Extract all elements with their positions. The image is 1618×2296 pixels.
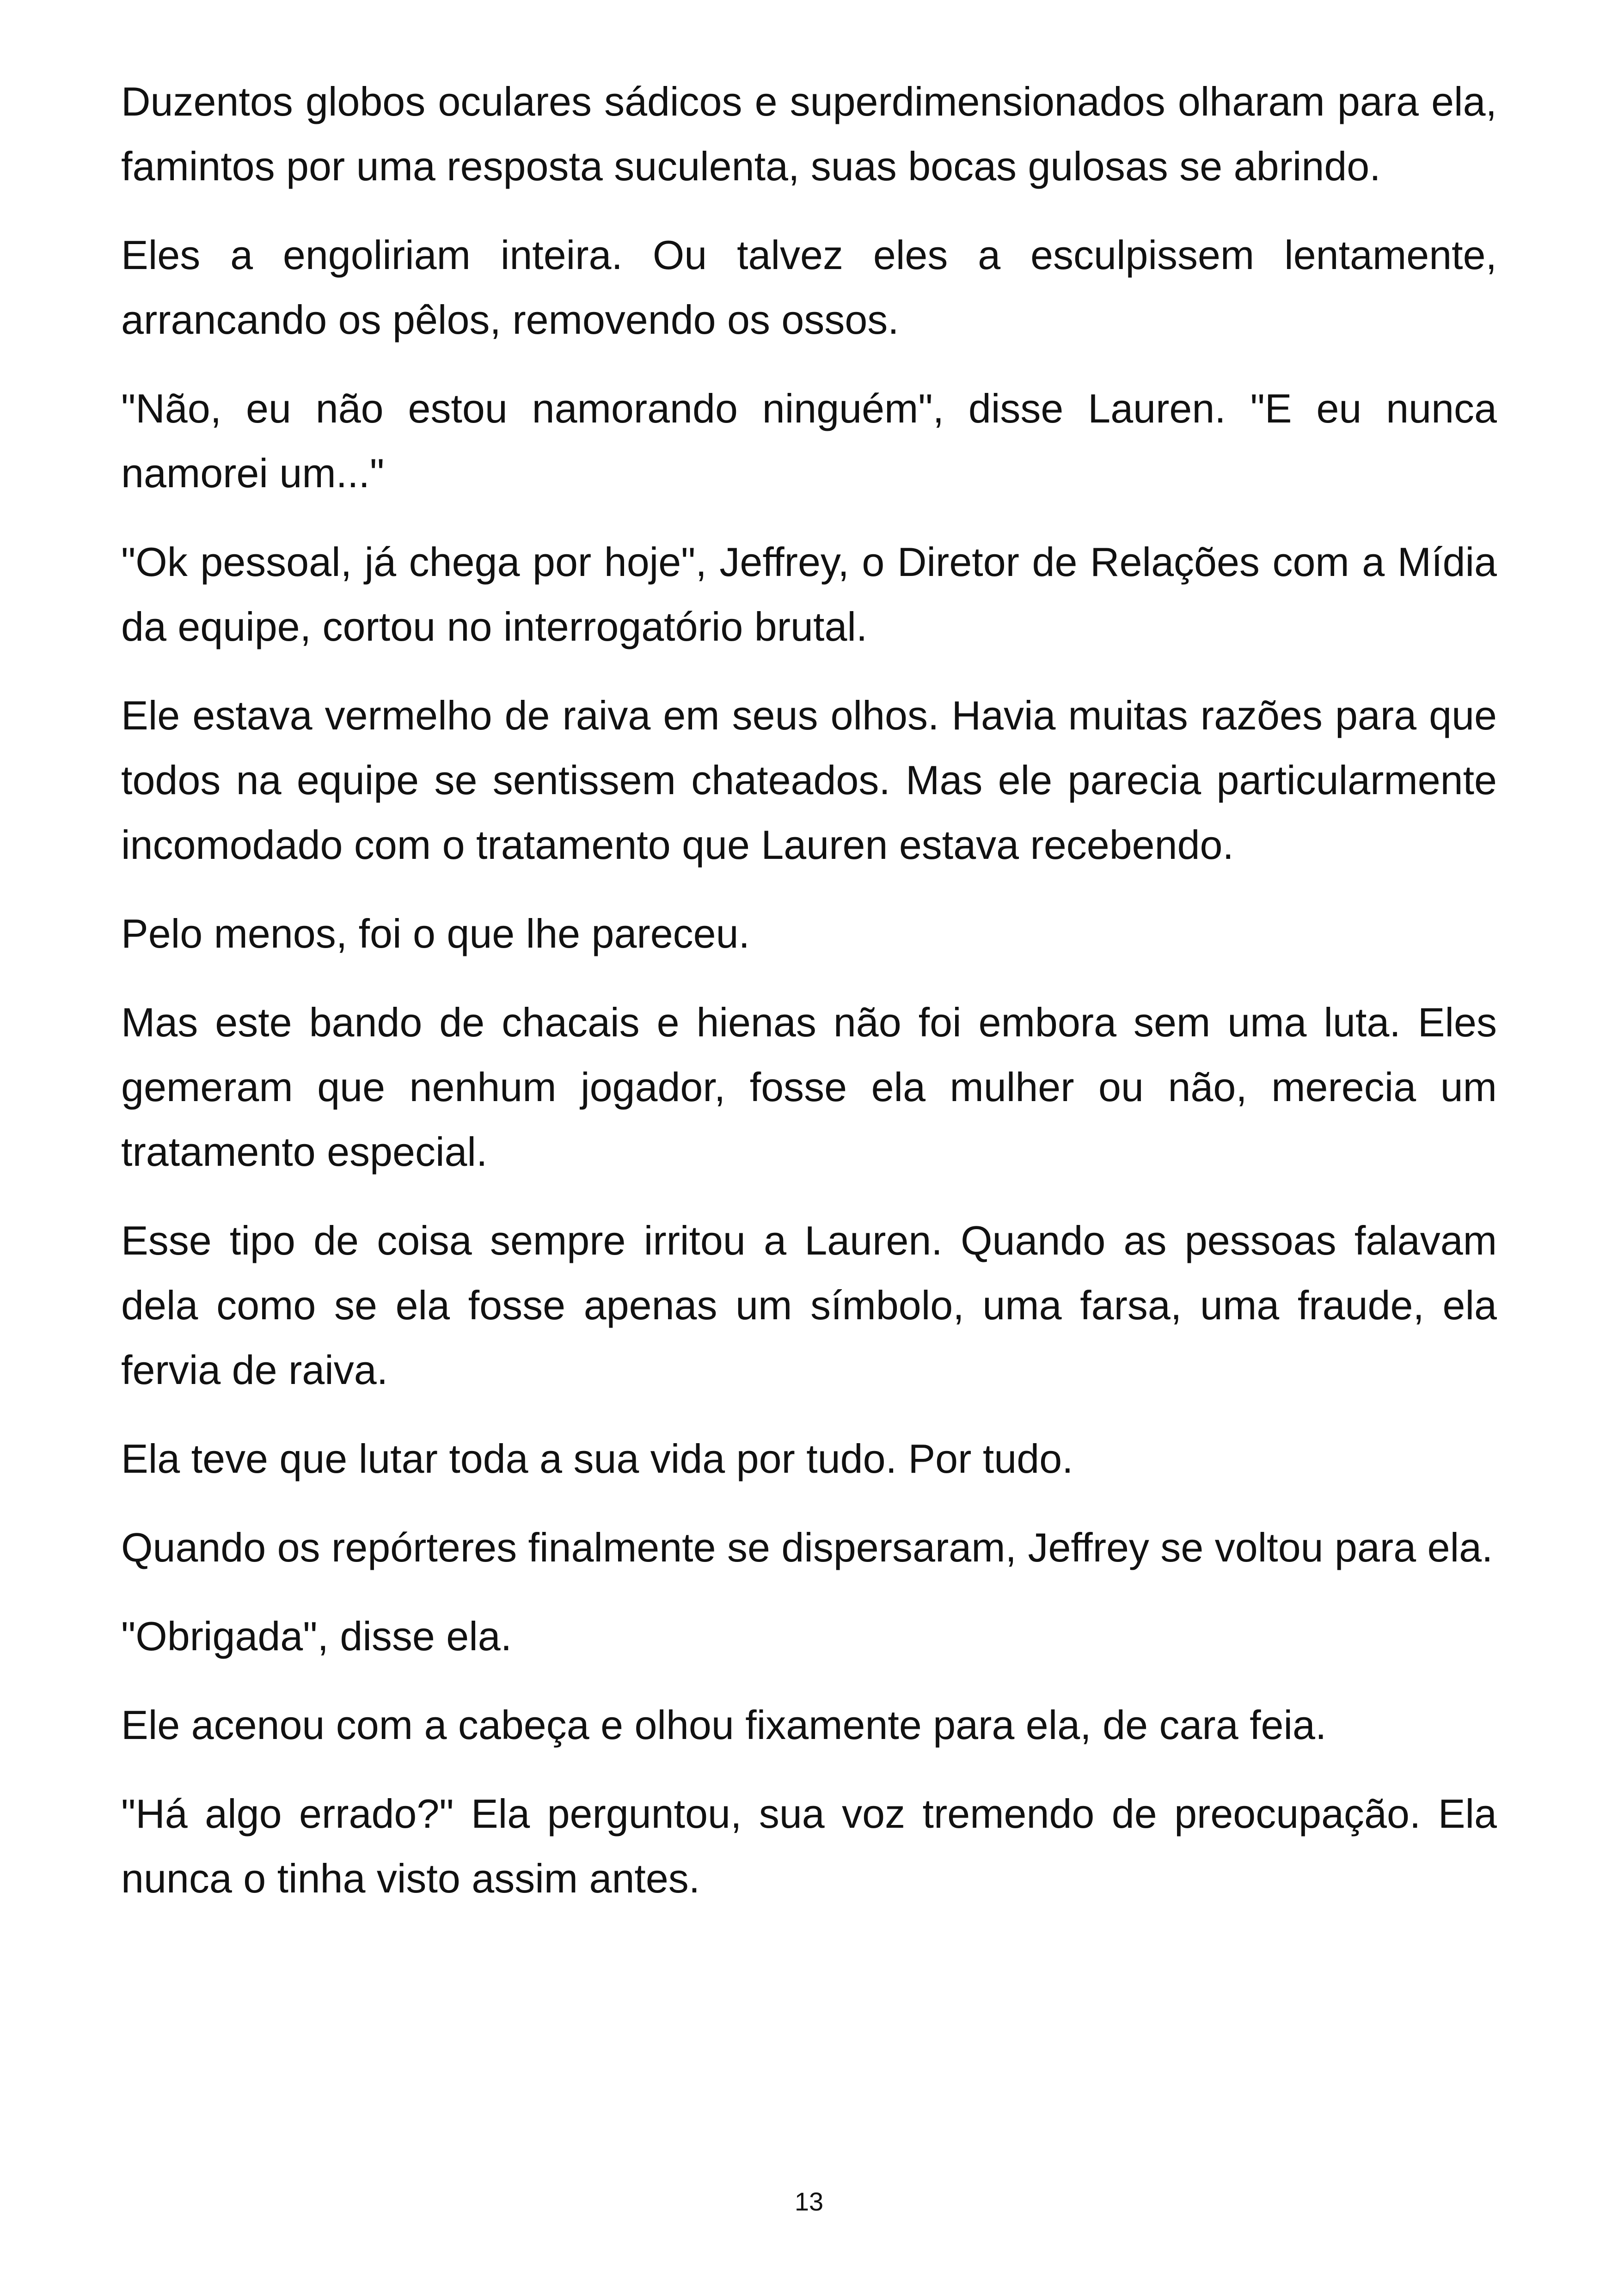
paragraph: "Não, eu não estou namorando ninguém", disse Lauren. "E eu nunca namorei um...": [121, 386, 1497, 496]
paragraph: Ela teve que lutar toda a sua vida por tudo. Por tudo.: [121, 1436, 1073, 1482]
paragraph: "Obrigada", disse ela.: [121, 1613, 512, 1659]
paragraph: Esse tipo de coisa sempre irritou a Lauren. Quando as pessoas falavam dela como se ela fosse apenas um símbolo, uma farsa, uma fraude, ela fervia de raiva.: [121, 1218, 1497, 1393]
page-number: 13: [794, 2187, 824, 2216]
paragraph: Quando os repórteres finalmente se dispersaram, Jeffrey se voltou para ela.: [121, 1525, 1493, 1570]
paragraph: "Há algo errado?" Ela perguntou, sua voz tremendo de preocupação. Ela nunca o tinha visto assim antes.: [121, 1791, 1497, 1901]
paragraph: Mas este bando de chacais e hienas não foi embora sem uma luta. Eles gemeram que nenhum jogador, fosse ela mulher ou não, merecia um tratamento especial.: [121, 999, 1497, 1175]
paragraph: Ele estava vermelho de raiva em seus olhos. Havia muitas razões para que todos na equipe se sentissem chateados. Mas ele parecia particularmente incomodado com o tratamento que Lauren estava recebendo.: [121, 692, 1497, 868]
paragraph: Eles a engoliriam inteira. Ou talvez eles a esculpissem lentamente, arrancando os pêlos, removendo os ossos.: [121, 232, 1497, 343]
text-body: [121, 69, 1497, 1935]
paragraph: Ele acenou com a cabeça e olhou fixamente para ela, de cara feia.: [121, 1702, 1327, 1748]
paragraph: "Ok pessoal, já chega por hoje", Jeffrey, o Diretor de Relações com a Mídia da equipe, cortou no interrogatório brutal.: [121, 539, 1497, 649]
paragraph: Pelo menos, foi o que lhe pareceu.: [121, 911, 750, 956]
paragraph: Duzentos globos oculares sádicos e superdimensionados olharam para ela, famintos por uma resposta suculenta, suas bocas gulosas se abrindo.: [121, 79, 1497, 189]
